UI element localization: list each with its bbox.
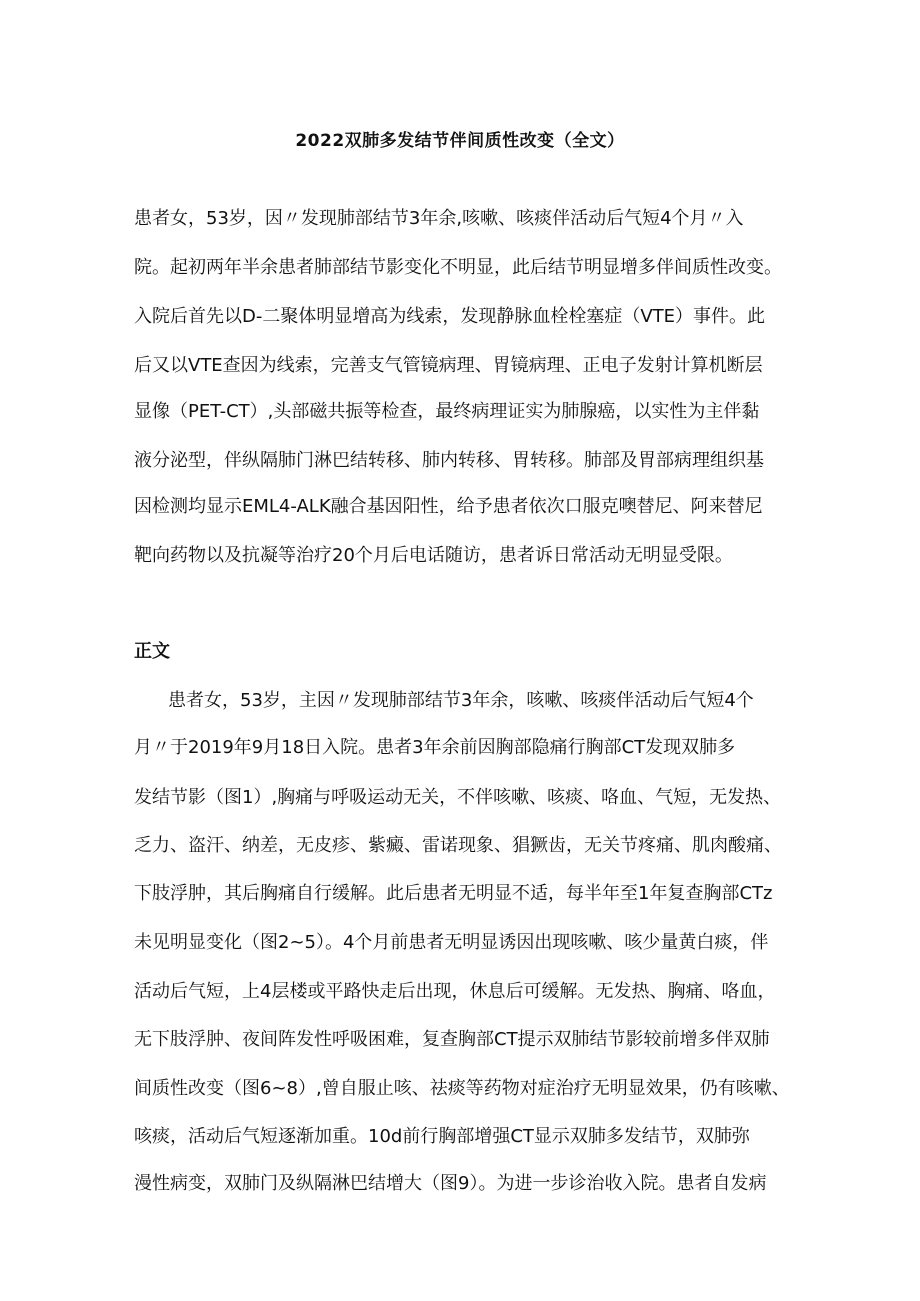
body-line: 下肢浮肿，其后胸痛自行缓解。此后患者无明显不适，每半年至1年复查胸部CTz: [134, 883, 773, 904]
abstract-line: 院。起初两年半余患者肺部结节影变化不明显，此后结节明显增多伴间质性改变。: [134, 257, 782, 278]
body-line: 咳痰，活动后气短逐渐加重。10d前行胸部增强CT显示双肺多发结节，双肺弥: [134, 1126, 750, 1147]
body-line: 月〃于2019年9月18日入院。患者3年余前因胸部隐痛行胸部CT发现双肺多: [134, 737, 736, 758]
abstract-line: 患者女，53岁，因〃发现肺部结节3年余,咳嗽、咳痰伴活动后气短4个月〃入: [134, 208, 744, 229]
document-title: 2022双肺多发结节伴间质性改变（全文）: [295, 131, 625, 151]
body-line: 乏力、盗汗、纳差，无皮疹、紫癜、雷诺现象、猖獗齿，无关节疼痛、肌肉酸痛、: [134, 835, 782, 856]
abstract-line: 显像（PET-CT）,头部磁共振等检查，最终病理证实为肺腺癌，以实性为主伴黏: [134, 401, 760, 422]
abstract-line: 因检测均显示EML4-ALK融合基因阳性，给予患者依次口服克噢替尼、阿来替尼: [134, 496, 763, 517]
abstract-line: 入院后首先以D-二聚体明显增高为线索，发现静脉血栓栓塞症（VTE）事件。此: [134, 306, 766, 327]
body-line: 活动后气短，上4层楼或平路快走后出现，休息后可缓解。无发热、胸痛、咯血，: [134, 981, 776, 1002]
body-line: 间质性改变（图6~8）,曾自服止咳、祛痰等药物对症治疗无明显效果，仍有咳嗽、: [134, 1078, 790, 1099]
abstract-line: 靶向药物以及抗凝等治疗20个月后电话随访，患者诉日常活动无明显受限。: [134, 545, 733, 566]
abstract-line: 后又以VTE查因为线索，完善支气管镜病理、胃镜病理、正电子发射计算机断层: [134, 355, 763, 376]
body-line: 患者女，53岁，主因〃发现肺部结节3年余，咳嗽、咳痰伴活动后气短4个: [168, 690, 754, 711]
section-heading: 正文: [134, 641, 170, 662]
body-line: 无下肢浮肿、夜间阵发性呼吸困难，复查胸部CT提示双肺结节影较前增多伴双肺: [134, 1029, 770, 1050]
body-line: 未见明显变化（图2~5）。4个月前患者无明显诱因出现咳嗽、咳少量黄白痰，伴: [134, 932, 769, 953]
abstract-line: 液分泌型，伴纵隔肺门淋巴结转移、肺内转移、胃转移。肺部及胃部病理组织基: [134, 450, 764, 471]
body-line: 发结节影（图1）,胸痛与呼吸运动无关，不伴咳嗽、咳痰、咯血、气短，无发热、: [134, 787, 782, 808]
body-line: 漫性病变，双肺门及纵隔淋巴结增大（图9）。为进一步诊治收入院。患者自发病: [134, 1173, 767, 1194]
